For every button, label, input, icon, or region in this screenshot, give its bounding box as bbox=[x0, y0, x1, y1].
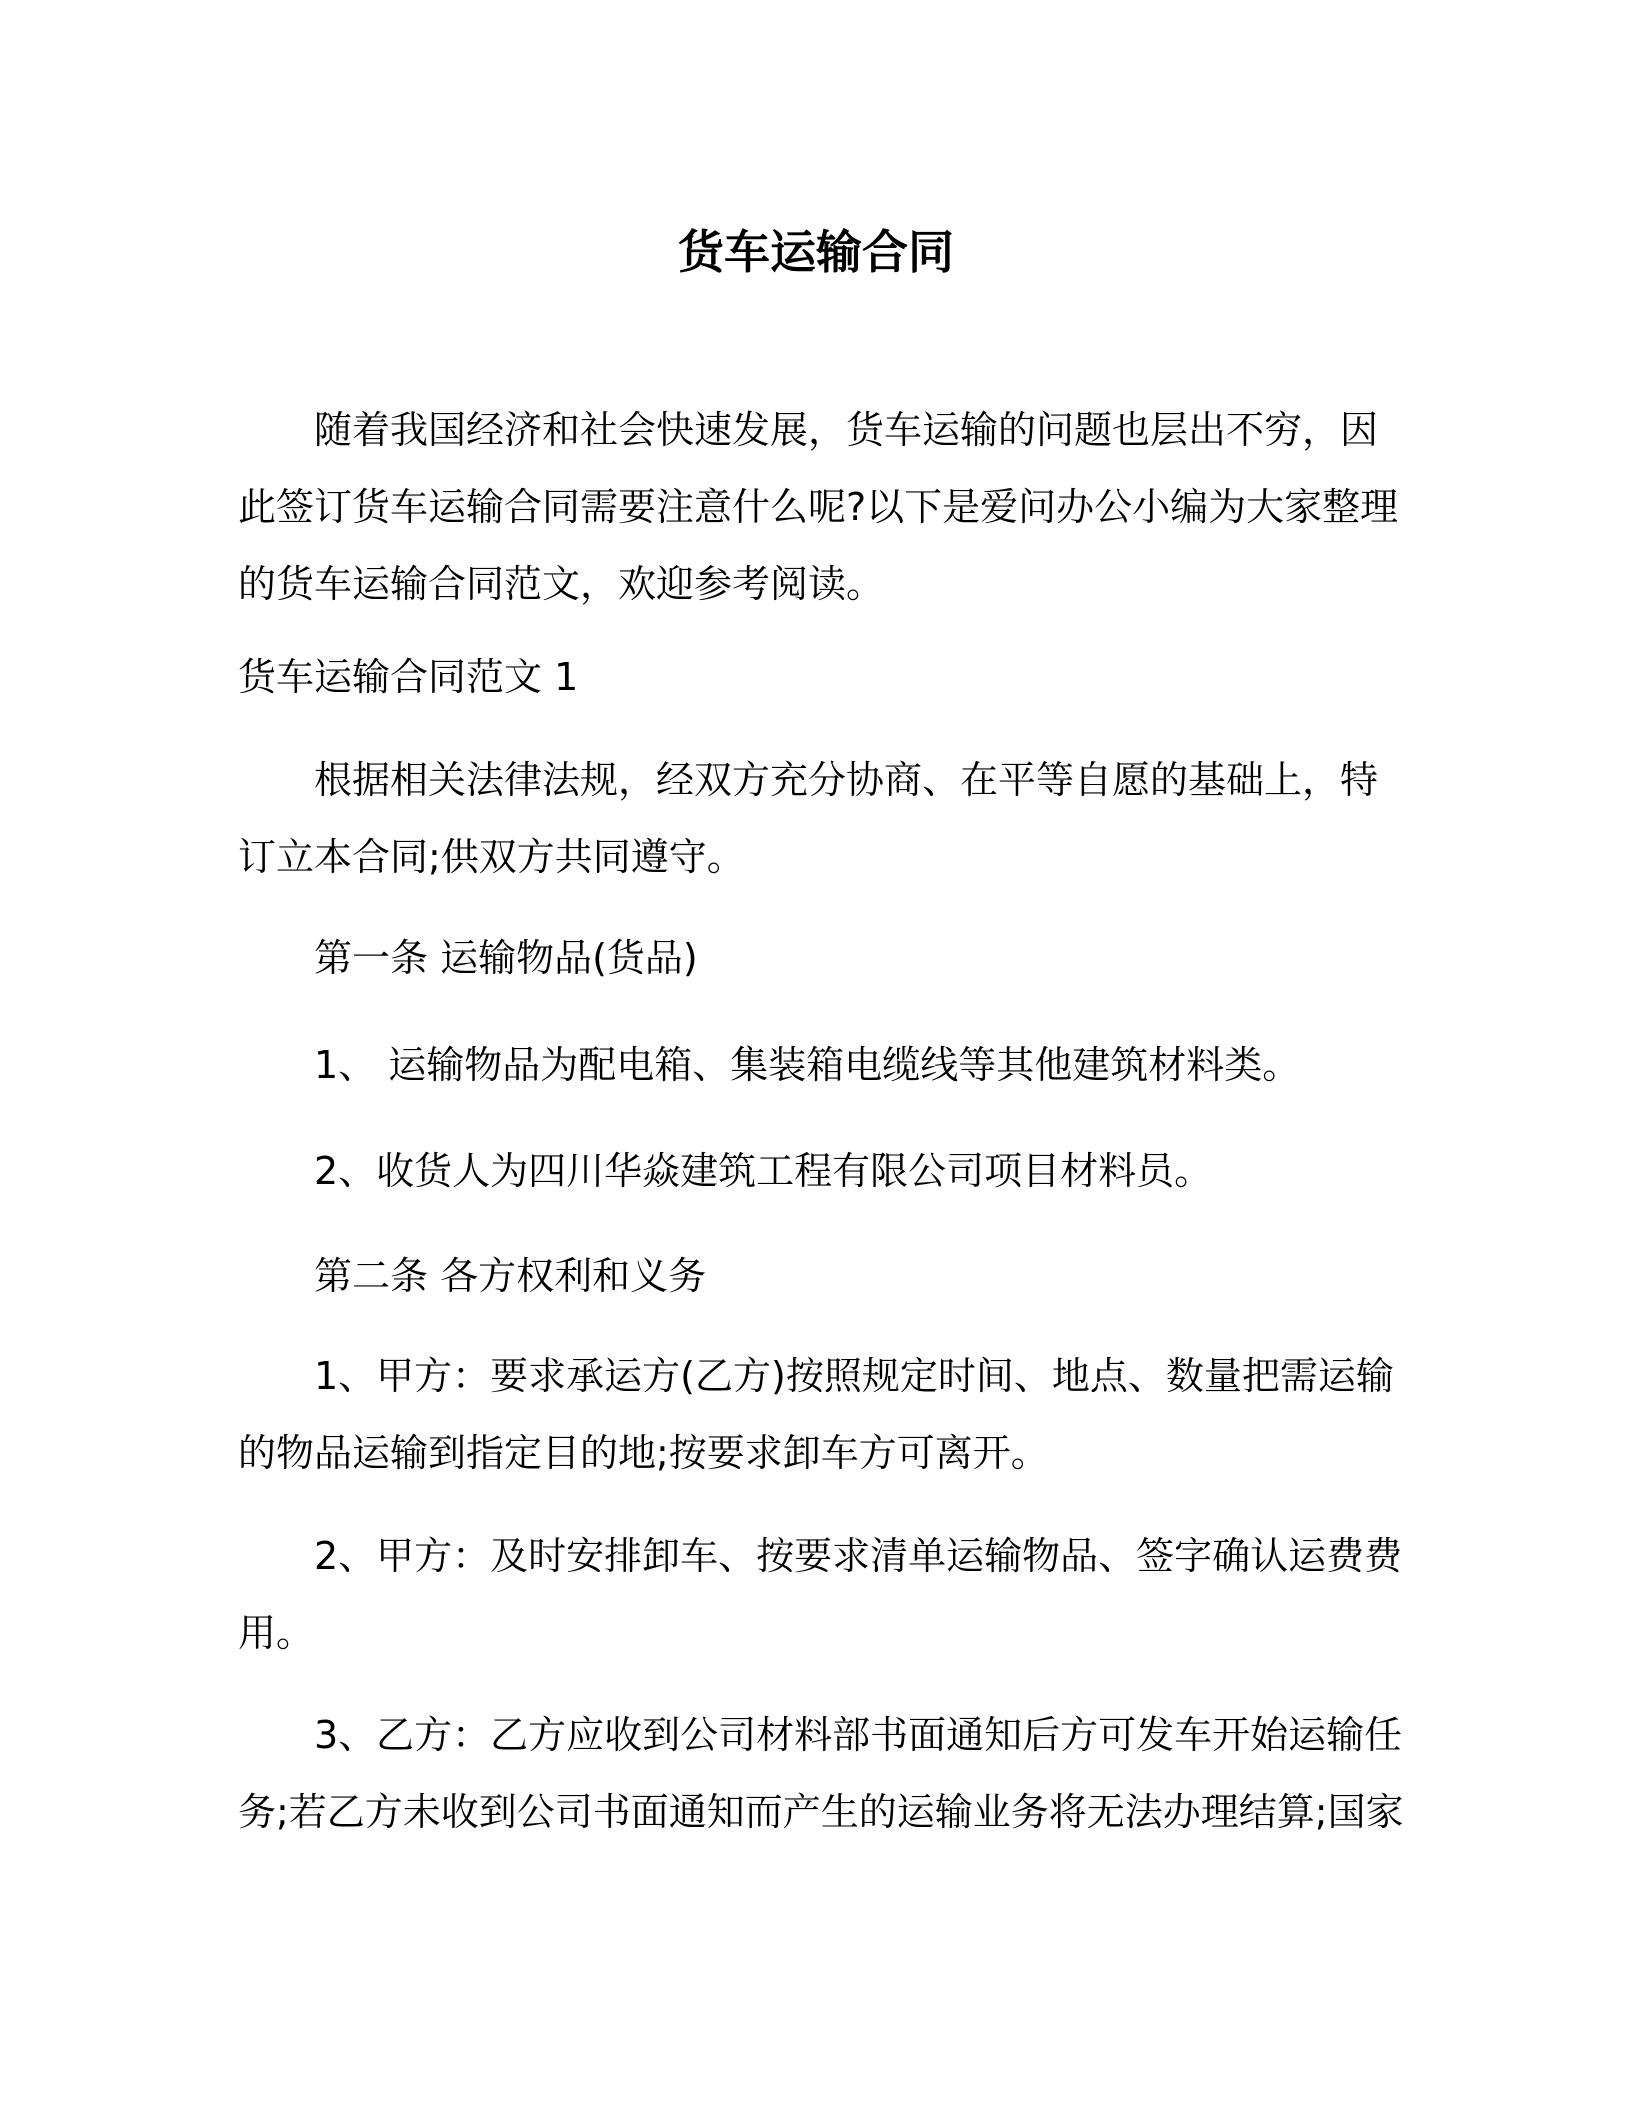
article2-heading-text: 第二条 各方权利和义务 bbox=[314, 1254, 707, 1298]
article1-item-1-text: 1、 运输物品为配电箱、集装箱电缆线等其他建筑材料类。 bbox=[314, 1043, 1301, 1087]
article2-item-1-line-1: 1、甲方：要求承运方(乙方)按照规定时间、地点、数量把需运输 bbox=[314, 1354, 1394, 1398]
article1-heading bbox=[238, 920, 1394, 997]
article2-item-3 bbox=[238, 1697, 1404, 1851]
preamble-paragraph bbox=[238, 742, 1394, 896]
article1-item-2-text: 2、收货人为四川华焱建筑工程有限公司项目材料员。 bbox=[314, 1149, 1213, 1193]
intro-paragraph bbox=[238, 392, 1399, 623]
article1-item-1 bbox=[238, 1027, 1394, 1104]
article2-item-2 bbox=[238, 1518, 1403, 1672]
article2-item-2-line-1: 2、甲方：及时安排卸车、按要求清单运输物品、签字确认运费费 bbox=[314, 1534, 1403, 1578]
article1-item-2 bbox=[238, 1133, 1394, 1210]
sample-heading bbox=[238, 639, 1394, 716]
intro-line-2: 此签订货车运输合同需要注意什么呢?以下是爱问办公小编为大家整理 bbox=[238, 485, 1399, 529]
article2-item-2-line-2: 用。 bbox=[238, 1611, 315, 1655]
document-title: 货车运输合同 bbox=[678, 225, 954, 279]
preamble-line-2: 订立本合同;供双方共同遵守。 bbox=[238, 835, 745, 879]
intro-line-3: 的货车运输合同范文，欢迎参考阅读。 bbox=[238, 562, 885, 606]
article2-item-1-line-2: 的物品运输到指定目的地;按要求卸车方可离开。 bbox=[238, 1431, 1049, 1475]
intro-line-1: 随着我国经济和社会快速发展，货车运输的问题也层出不穷，因 bbox=[314, 408, 1379, 452]
article2-item-3-line-1: 3、乙方：乙方应收到公司材料部书面通知后方可发车开始运输任 bbox=[314, 1713, 1403, 1757]
article2-item-1 bbox=[238, 1338, 1394, 1492]
article1-heading-text: 第一条 运输物品(货品) bbox=[314, 936, 698, 980]
article2-heading bbox=[238, 1238, 1394, 1315]
sample-heading-text: 货车运输合同范文 1 bbox=[238, 655, 579, 699]
preamble-line-1: 根据相关法律法规，经双方充分协商、在平等自愿的基础上，特 bbox=[314, 758, 1379, 802]
article2-item-3-line-2: 务;若乙方未收到公司书面通知而产生的运输业务将无法办理结算;国家 bbox=[238, 1790, 1404, 1834]
